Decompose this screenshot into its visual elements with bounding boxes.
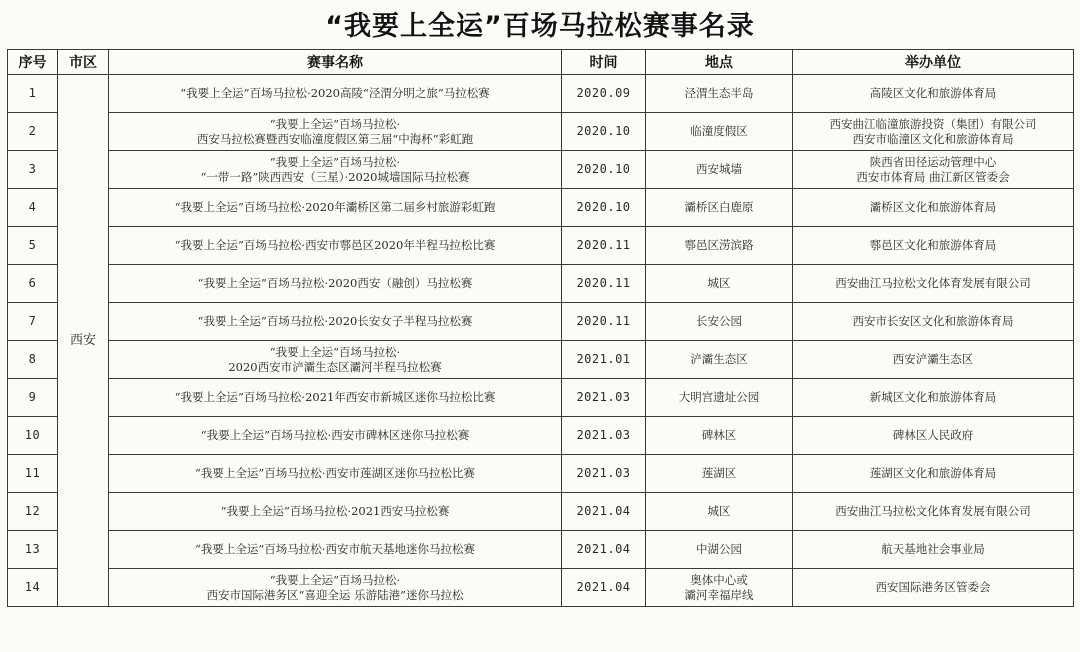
cell-organizer xyxy=(793,569,1074,607)
cell-time: 2020.10 xyxy=(562,189,646,227)
organizer-line: 西安曲江临潼旅游投资（集团）有限公司 xyxy=(829,116,1037,131)
cell-time: 2020.10 xyxy=(562,113,646,151)
cell-index: 6 xyxy=(8,265,58,303)
organizer-line: 西安市临潼区文化和旅游体育局 xyxy=(852,131,1014,146)
event-name-line: “我要上全运”百场马拉松· xyxy=(269,116,401,131)
event-name-line: 西安市国际港务区“喜迎全运 乐游陆港”迷你马拉松 xyxy=(206,587,464,602)
cell-index: 1 xyxy=(8,75,58,113)
header-time: 时间 xyxy=(562,50,646,75)
table-row xyxy=(8,341,1074,379)
organizer-line: 西安曲江马拉松文化体育发展有限公司 xyxy=(835,276,1031,290)
place-line: 城区 xyxy=(707,276,731,290)
cell-place xyxy=(646,113,793,151)
event-name-line: “我要上全运”百场马拉松·2021西安马拉松赛 xyxy=(220,504,450,518)
cell-event-name xyxy=(109,303,562,341)
table-row xyxy=(8,227,1074,265)
organizer-line: 新城区文化和旅游体育局 xyxy=(869,390,997,404)
place-line: 长安公园 xyxy=(696,314,742,328)
event-name-line: “我要上全运”百场马拉松·2020西安（融创）马拉松赛 xyxy=(197,276,473,290)
cell-place xyxy=(646,265,793,303)
cell-organizer xyxy=(793,113,1074,151)
header-organizer: 举办单位 xyxy=(793,50,1074,75)
place-line: 泾渭生态半岛 xyxy=(684,86,754,100)
table-header-row xyxy=(8,50,1074,75)
cell-time: 2020.11 xyxy=(562,227,646,265)
cell-organizer xyxy=(793,493,1074,531)
organizer-line: 西安浐灞生态区 xyxy=(892,352,974,366)
event-name-line: 西安马拉松赛暨西安临潼度假区第三届“中海杯”彩虹跑 xyxy=(196,131,474,146)
cell-time: 2021.04 xyxy=(562,569,646,607)
event-name-line: “一带一路”陕西西安（三星）·2020城墙国际马拉松赛 xyxy=(200,169,470,184)
organizer-line: 西安曲江马拉松文化体育发展有限公司 xyxy=(835,504,1031,518)
organizer-line: 莲湖区文化和旅游体育局 xyxy=(869,466,997,480)
cell-index: 9 xyxy=(8,379,58,417)
organizer-line: 西安市长安区文化和旅游体育局 xyxy=(852,314,1014,328)
cell-event-name xyxy=(109,341,562,379)
cell-event-name xyxy=(109,569,562,607)
event-name-line: “我要上全运”百场马拉松· xyxy=(269,344,401,359)
cell-time: 2020.09 xyxy=(562,75,646,113)
cell-event-name xyxy=(109,113,562,151)
place-line: 临潼度假区 xyxy=(690,124,748,138)
event-name-line: “我要上全运”百场马拉松·西安市航天基地迷你马拉松赛 xyxy=(195,542,475,556)
cell-index: 7 xyxy=(8,303,58,341)
cell-time: 2021.04 xyxy=(562,493,646,531)
cell-city: 西安 xyxy=(58,75,109,607)
header-place: 地点 xyxy=(646,50,793,75)
cell-organizer xyxy=(793,303,1074,341)
cell-organizer xyxy=(793,417,1074,455)
cell-time: 2020.10 xyxy=(562,151,646,189)
cell-place xyxy=(646,227,793,265)
organizer-line: 高陵区文化和旅游体育局 xyxy=(869,86,997,100)
cell-organizer xyxy=(793,531,1074,569)
table-row xyxy=(8,303,1074,341)
cell-time: 2021.04 xyxy=(562,531,646,569)
cell-organizer xyxy=(793,75,1074,113)
cell-place xyxy=(646,341,793,379)
header-name: 赛事名称 xyxy=(109,50,562,75)
table-row xyxy=(8,417,1074,455)
cell-organizer xyxy=(793,227,1074,265)
place-line: 碑林区 xyxy=(701,428,737,442)
organizer-line: 灞桥区文化和旅游体育局 xyxy=(869,200,997,214)
cell-index: 4 xyxy=(8,189,58,227)
organizer-line: 鄠邑区文化和旅游体育局 xyxy=(869,238,997,252)
cell-time: 2020.11 xyxy=(562,303,646,341)
cell-time: 2021.03 xyxy=(562,379,646,417)
place-line: 莲湖区 xyxy=(701,466,737,480)
cell-organizer xyxy=(793,379,1074,417)
cell-organizer xyxy=(793,151,1074,189)
cell-place xyxy=(646,493,793,531)
cell-event-name xyxy=(109,265,562,303)
cell-place xyxy=(646,569,793,607)
cell-place xyxy=(646,189,793,227)
cell-index: 12 xyxy=(8,493,58,531)
table-row xyxy=(8,569,1074,607)
cell-index: 5 xyxy=(8,227,58,265)
cell-event-name xyxy=(109,531,562,569)
place-line: 浐灞生态区 xyxy=(690,352,748,366)
cell-time: 2020.11 xyxy=(562,265,646,303)
cell-organizer xyxy=(793,455,1074,493)
place-line: 灞河幸福岸线 xyxy=(684,587,754,602)
place-line: 奥体中心或 xyxy=(690,572,748,587)
table-row xyxy=(8,455,1074,493)
place-line: 鄠邑区涝滨路 xyxy=(684,238,754,252)
table-row xyxy=(8,265,1074,303)
event-name-line: “我要上全运”百场马拉松· xyxy=(269,154,401,169)
table-row xyxy=(8,151,1074,189)
cell-index: 10 xyxy=(8,417,58,455)
organizer-line: 航天基地社会事业局 xyxy=(881,542,985,556)
place-line: 中湖公园 xyxy=(696,542,742,556)
cell-index: 14 xyxy=(8,569,58,607)
event-name-line: “我要上全运”百场马拉松·西安市鄠邑区2020年半程马拉松比赛 xyxy=(174,238,496,252)
table-row xyxy=(8,531,1074,569)
cell-place xyxy=(646,75,793,113)
cell-index: 11 xyxy=(8,455,58,493)
table-body xyxy=(8,75,1074,607)
table-row xyxy=(8,75,1074,113)
event-name-line: “我要上全运”百场马拉松· xyxy=(269,572,401,587)
event-name-line: “我要上全运”百场马拉松·西安市莲湖区迷你马拉松比赛 xyxy=(195,466,475,480)
cell-event-name xyxy=(109,75,562,113)
marathon-table xyxy=(7,49,1074,607)
event-name-line: “我要上全运”百场马拉松·2020高陵“泾渭分明之旅”马拉松赛 xyxy=(180,86,490,100)
cell-place xyxy=(646,151,793,189)
cell-event-name xyxy=(109,189,562,227)
cell-index: 3 xyxy=(8,151,58,189)
event-name-line: 2020西安市浐灞生态区灞河半程马拉松赛 xyxy=(228,359,442,374)
table-row xyxy=(8,379,1074,417)
place-line: 大明宫遗址公园 xyxy=(678,390,760,404)
cell-organizer xyxy=(793,341,1074,379)
place-line: 西安城墙 xyxy=(696,162,742,176)
table-row xyxy=(8,113,1074,151)
document-title: “我要上全运”百场马拉松赛事名录 xyxy=(325,11,755,42)
cell-event-name xyxy=(109,493,562,531)
organizer-line: 碑林区人民政府 xyxy=(892,428,974,442)
event-name-line: “我要上全运”百场马拉松·西安市碑林区迷你马拉松赛 xyxy=(200,428,470,442)
organizer-line: 陕西省田径运动管理中心 xyxy=(869,154,997,169)
cell-time: 2021.03 xyxy=(562,455,646,493)
cell-place xyxy=(646,379,793,417)
cell-time: 2021.01 xyxy=(562,341,646,379)
cell-place xyxy=(646,303,793,341)
event-name-line: “我要上全运”百场马拉松·2020长安女子半程马拉松赛 xyxy=(197,314,473,328)
cell-index: 13 xyxy=(8,531,58,569)
place-line: 城区 xyxy=(707,504,731,518)
cell-organizer xyxy=(793,189,1074,227)
header-index: 序号 xyxy=(8,50,58,75)
table-row xyxy=(8,493,1074,531)
cell-place xyxy=(646,417,793,455)
cell-event-name xyxy=(109,151,562,189)
organizer-line: 西安市体育局 曲江新区管委会 xyxy=(856,169,1010,184)
cell-event-name xyxy=(109,455,562,493)
cell-place xyxy=(646,531,793,569)
cell-event-name xyxy=(109,417,562,455)
cell-place xyxy=(646,455,793,493)
cell-event-name xyxy=(109,227,562,265)
cell-index: 8 xyxy=(8,341,58,379)
organizer-line: 西安国际港务区管委会 xyxy=(875,580,991,594)
table-row xyxy=(8,189,1074,227)
event-name-line: “我要上全运”百场马拉松·2020年灞桥区第二届乡村旅游彩虹跑 xyxy=(174,200,496,214)
cell-time: 2021.03 xyxy=(562,417,646,455)
header-city: 市区 xyxy=(58,50,109,75)
place-line: 灞桥区白鹿原 xyxy=(684,200,754,214)
cell-index: 2 xyxy=(8,113,58,151)
cell-organizer xyxy=(793,265,1074,303)
cell-event-name xyxy=(109,379,562,417)
event-name-line: “我要上全运”百场马拉松·2021年西安市新城区迷你马拉松比赛 xyxy=(174,390,496,404)
